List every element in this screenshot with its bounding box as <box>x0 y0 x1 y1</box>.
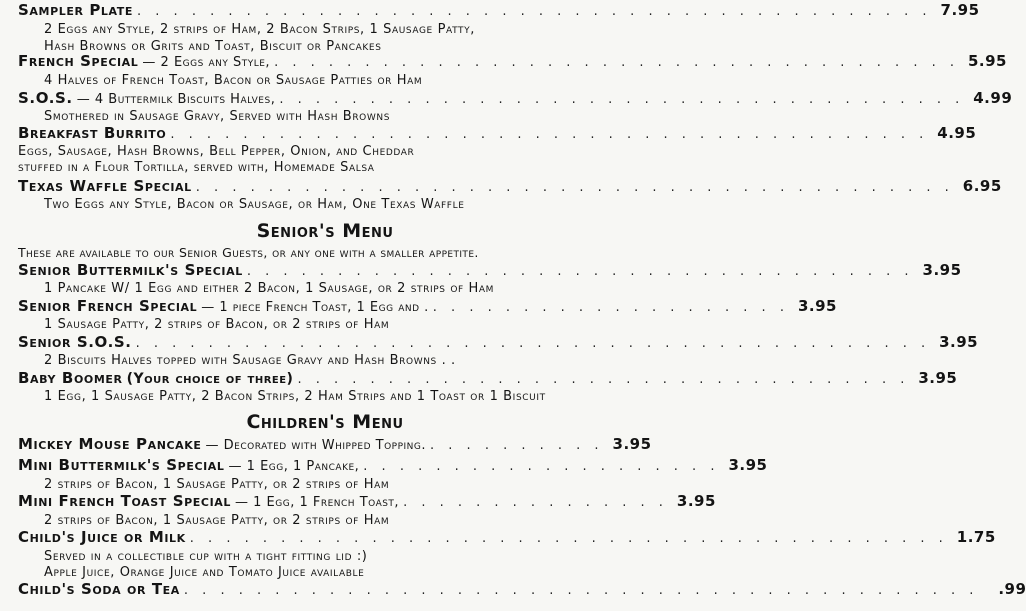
leader-dots: . . . . . . . . . . . . . . . . . . . . . . . . . . . . . . . . . . . . . . <box>274 55 959 70</box>
leader-dots: . . . . . . . . . . . . . . . . . . . . <box>363 459 720 474</box>
item-price: 3.95 <box>797 297 837 315</box>
item-price: 6.95 <box>962 177 1002 195</box>
item-name: Sampler Plate <box>18 1 134 19</box>
item-description: 1 Sausage Patty, 2 strips of Bacon, or 2 strips of Ham <box>44 317 390 332</box>
menu-item-childs-juice-or-milk <box>18 528 996 548</box>
senior-menu-heading: Senior's Menu <box>256 220 394 242</box>
menu-item-senior-sos <box>18 333 979 353</box>
leader-dots: . . . . . . . . . . . . . . . . . . . . . . . . . . . . . . . . . . . . . <box>246 264 914 279</box>
item-name: Breakfast Burrito <box>18 124 167 142</box>
menu-item-baby-boomer <box>18 369 958 389</box>
item-price: 3.95 <box>676 492 716 510</box>
item-description: Hash Browns or Grits and Toast, Biscuit or Pancakes <box>44 39 382 54</box>
menu-item-sampler-plate <box>18 1 980 21</box>
leader-dots: . . . . . . . . . . . . . . . . . . . . . . . . . . . . . . . . . . . . . . <box>279 92 965 107</box>
item-description: 4 Halves of French Toast, Bacon or Sausage Patties or Ham <box>44 73 423 88</box>
item-description: stuffed in a Flour Tortilla, served with, Homemade Salsa <box>18 160 375 175</box>
item-description: 1 Egg, 1 Sausage Patty, 2 Bacon Strips, 2 Ham Strips and 1 Toast or 1 Biscuit <box>44 389 546 404</box>
item-price: 3.95 <box>918 369 958 387</box>
leader-dots: . . . . . . . . . . . . . . . . . . . . . . . . . . . . . . . . . . <box>297 372 910 387</box>
leader-dots: . . . . . . . . . . . . . . . . . . . . . . . . . . . . . . . . . . . . . . . . . . . . <box>135 336 931 351</box>
item-inline-description: (Your choice of three) <box>126 371 294 387</box>
item-inline-description: — 1 piece French Toast, 1 Egg and . <box>201 300 429 315</box>
item-inline-description: — 4 Buttermilk Biscuits Halves, <box>76 92 276 107</box>
item-price: 4.99 <box>973 89 1013 107</box>
item-name: Child's Soda or Tea <box>18 580 180 598</box>
item-name: Mickey Mouse Pancake <box>18 435 202 453</box>
menu-item-breakfast-burrito <box>18 124 977 144</box>
item-price: 7.95 <box>940 1 980 19</box>
leader-dots: . . . . . . . . . . . . . . . . . . . . . . . . . . . . . . . . . . . . . . . . . . . . <box>183 583 979 598</box>
item-name: S.O.S. <box>18 89 73 107</box>
leader-dots: . . . . . . . . . . . . . . . . . . . . <box>432 300 789 315</box>
item-description: Eggs, Sausage, Hash Browns, Bell Pepper, Onion, and Cheddar <box>18 144 415 159</box>
item-price: 5.95 <box>967 52 1007 70</box>
leader-dots: . . . . . . . . . . . . . . . . . . . . . . . . . . . . . . . . . . . . . . . . . . . . <box>137 4 932 19</box>
item-name: Mini Buttermilk's Special <box>18 456 225 474</box>
item-name: Senior French Special <box>18 297 198 315</box>
item-name: French Special <box>18 52 139 70</box>
menu-item-texas-waffle-special <box>18 177 1002 197</box>
item-name: Baby Boomer <box>18 369 123 387</box>
item-description: Served in a collectible cup with a tight fitting lid :) <box>44 549 368 564</box>
item-name: Texas Waffle Special <box>18 177 192 195</box>
item-price: 3.95 <box>939 333 979 351</box>
leader-dots: . . . . . . . . . . <box>430 438 604 453</box>
item-name: Senior Buttermilk's Special <box>18 261 243 279</box>
leader-dots: . . . . . . . . . . . . . . . . . . . . . . . . . . . . . . . . . . . . . . . . . . <box>195 180 954 195</box>
item-description: 1 Pancake W/ 1 Egg and either 2 Bacon, 1 Sausage, or 2 strips of Ham <box>44 281 495 296</box>
item-description: Two Eggs any Style, Bacon or Sausage, or Ham, One Texas Waffle <box>44 197 465 212</box>
menu-item-senior-buttermilk <box>18 261 962 281</box>
item-inline-description: — 2 Eggs any Style, <box>142 55 271 70</box>
menu-item-senior-french-special <box>18 297 837 317</box>
item-description: 2 strips of Bacon, 1 Sausage Patty, or 2 strips of Ham <box>44 513 390 528</box>
item-price: 3.95 <box>728 456 768 474</box>
item-price: 3.95 <box>612 435 652 453</box>
menu-item-childs-soda-or-tea <box>18 580 1026 600</box>
menu-item-french-special <box>18 52 1007 72</box>
menu-item-sos <box>18 89 1013 109</box>
item-name: Senior S.O.S. <box>18 333 132 351</box>
item-price: .99 <box>998 580 1026 598</box>
item-inline-description: — 1 Egg, 1 Pancake, <box>228 459 360 474</box>
menu-item-mickey-mouse-pancake <box>18 435 652 455</box>
item-description: Apple Juice, Orange Juice and Tomato Juice available <box>44 565 365 580</box>
item-description: 2 Eggs any Style, 2 strips of Ham, 2 Bacon Strips, 1 Sausage Patty, <box>44 22 475 37</box>
item-inline-description: — 1 Egg, 1 French Toast, <box>235 495 400 510</box>
menu-item-mini-buttermilk-special <box>18 456 768 476</box>
item-name: Mini French Toast Special <box>18 492 231 510</box>
leader-dots: . . . . . . . . . . . . . . . . . . . . . . . . . . . . . . . . . . . . . . . . . . <box>170 127 929 142</box>
item-description: 2 Biscuits Halves topped with Sausage Gravy and Hash Browns . . <box>44 353 456 368</box>
senior-menu-note: These are available to our Senior Guests, or any one with a smaller appetite. <box>18 245 479 260</box>
menu-item-mini-french-toast-special <box>18 492 716 512</box>
item-price: 1.75 <box>956 528 996 546</box>
leader-dots: . . . . . . . . . . . . . . . <box>403 495 668 510</box>
item-price: 3.95 <box>922 261 962 279</box>
item-inline-description: — Decorated with Whipped Topping. <box>205 438 427 453</box>
children-menu-heading: Children's Menu <box>246 411 404 433</box>
item-description: Smothered in Sausage Gravy, Served with Hash Browns <box>44 109 391 124</box>
leader-dots: . . . . . . . . . . . . . . . . . . . . . . . . . . . . . . . . . . . . . . . . . . <box>189 531 948 546</box>
item-name: Child's Juice or Milk <box>18 528 186 546</box>
item-description: 2 strips of Bacon, 1 Sausage Patty, or 2 strips of Ham <box>44 477 390 492</box>
item-price: 4.95 <box>937 124 977 142</box>
